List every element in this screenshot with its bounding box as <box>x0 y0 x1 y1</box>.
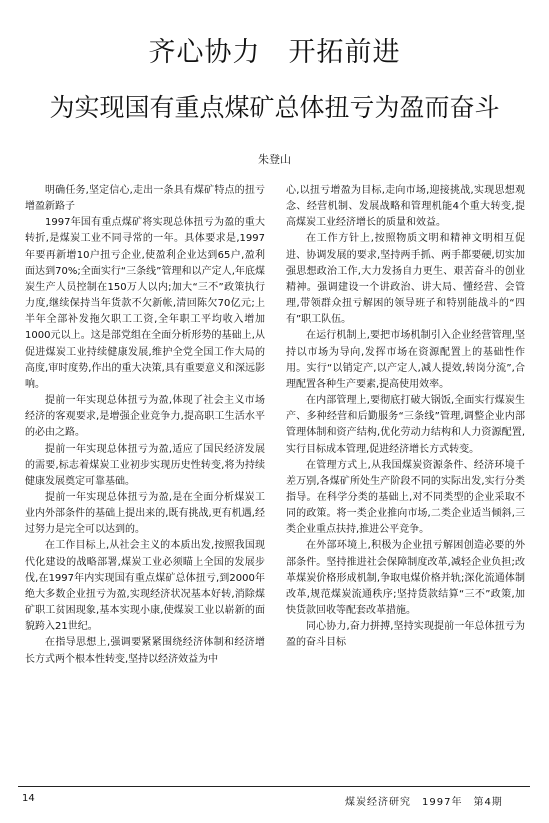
left-column <box>25 183 265 668</box>
paragraph: 在工作目标上,从社会主义的本质出发,按照我国现代化建设的战略部署,煤炭工业必须瞄上全国的发展步伐,在1997年内实现国有重点煤矿总体扭亏,到2000年绝大多数企业扭亏为盈,实现经济状况基本好转,消除煤矿职工贫困现象,基本实现小康,使煤炭工业以崭新的面貌跨入21世纪。 <box>25 540 265 633</box>
right-column <box>286 183 525 652</box>
paragraph: 明确任务,坚定信心,走出一条具有煤矿特点的扭亏增盈新路子 <box>25 185 265 213</box>
paragraph: 提前一年实现总体扭亏为盈,适应了国民经济发展的需要,标志着煤炭工业初步实现历史性转变,将为持续健康发展奠定可靠基础。 <box>25 443 265 487</box>
paragraph-continued: 心,以扭亏增盈为目标,走向市场,迎接挑战,实现思想观念、经营机制、发展战略和管理机能4个重大转变,提高煤炭工业经济增长的质量和效益。 <box>286 185 525 229</box>
paragraph: 提前一年实现总体扭亏为盈,体现了社会主义市场经济的客观要求,是增强企业竞争力,提高职工生活水平的必由之路。 <box>25 395 265 439</box>
paragraph: 在运行机制上,要把市场机制引入企业经营管理,坚持以市场为导向,发挥市场在资源配置上的基础性作用。实行“以销定产,以产定人,减人提效,转岗分流”,合理配置各种生产要素,提高使用效率。 <box>286 330 525 390</box>
article-subtitle: 为实现国有重点煤矿总体扭亏为盈而奋斗 <box>49 93 500 122</box>
article-author: 朱登山 <box>258 153 291 166</box>
article-title: 齐心协力 开拓前进 <box>148 37 401 68</box>
page-number: 14 <box>22 793 35 804</box>
footer-rule <box>18 786 530 787</box>
paragraph: 在管理方式上,从我国煤炭资源条件、经济环境千差万别,各煤矿所处生产阶段不同的实际出发,实行分类指导。在科学分类的基础上,对不同类型的企业采取不同的政策。将一类企业推向市场,二类企业适当倾斜,三类企业重点扶持,推进公平竞争。 <box>286 459 525 536</box>
journal-info: 煤炭经济研究 1997年 第4期 <box>345 797 503 808</box>
paragraph: 1997年国有重点煤矿将实现总体扭亏为盈的重大转折,是煤炭工业不同寻常的一年。具体要求是,1997年要再新增10户扭亏企业,使盈利企业达到65户,盈利面达到70%;全面实行“三条线”管理和以产定人,年底煤炭生产人员控制在150万人以内;加大“三不”政策执行力度,继续保持当年货款不欠新帐,清回陈欠70亿元;上半年全部补发拖欠职工工资,全年职工平均收入增加1000元以上。这是部党组在全面分析形势的基础上,从促进煤炭工业持续健康发展,维护全党全国工作大局的高度,审时度势,作出的重大决策,具有重要意义和深远影响。 <box>25 217 265 390</box>
paragraph: 在工作方针上,按照物质文明和精神文明相互促进、协调发展的要求,坚持两手抓、两手都要硬,切实加强思想政治工作,大力发扬自力更生、艰苦奋斗的创业精神。强调建设一个讲政治、讲大局、懂经营、会管理,带领群众扭亏解困的领导班子和特别能战斗的“四有”职工队伍。 <box>286 233 525 326</box>
paragraph: 同心协力,奋力拼搏,坚持实现提前一年总体扭亏为盈的奋斗目标 <box>286 621 525 649</box>
paragraph: 在内部管理上,要彻底打破大锅饭,全面实行煤炭生产、多种经营和后勤服务“三条线”管理,调整企业内部管理体制和资产结构,优化劳动力结构和人力资源配置,实行目标成本管理,促进经济增长方式转变。 <box>286 395 525 455</box>
paragraph: 在外部环境上,积极为企业扭亏解困创造必要的外部条件。坚持推进社会保障制度改革,减轻企业负担;改革煤炭价格形成机制,争取电煤价格并轨;深化流通体制改革,规范煤炭流通秩序;坚持货款结算“三不”政策,加快货款回收等配套改革措施。 <box>286 540 525 617</box>
paragraph: 提前一年实现总体扭亏为盈,是在全面分析煤炭工业内外部条件的基础上提出来的,既有挑战,更有机遇,经过努力是完全可以达到的。 <box>25 491 265 536</box>
paragraph: 在指导思想上,强调要紧紧围绕经济体制和经济增长方式两个根本性转变,坚持以经济效益为中 <box>25 637 265 665</box>
